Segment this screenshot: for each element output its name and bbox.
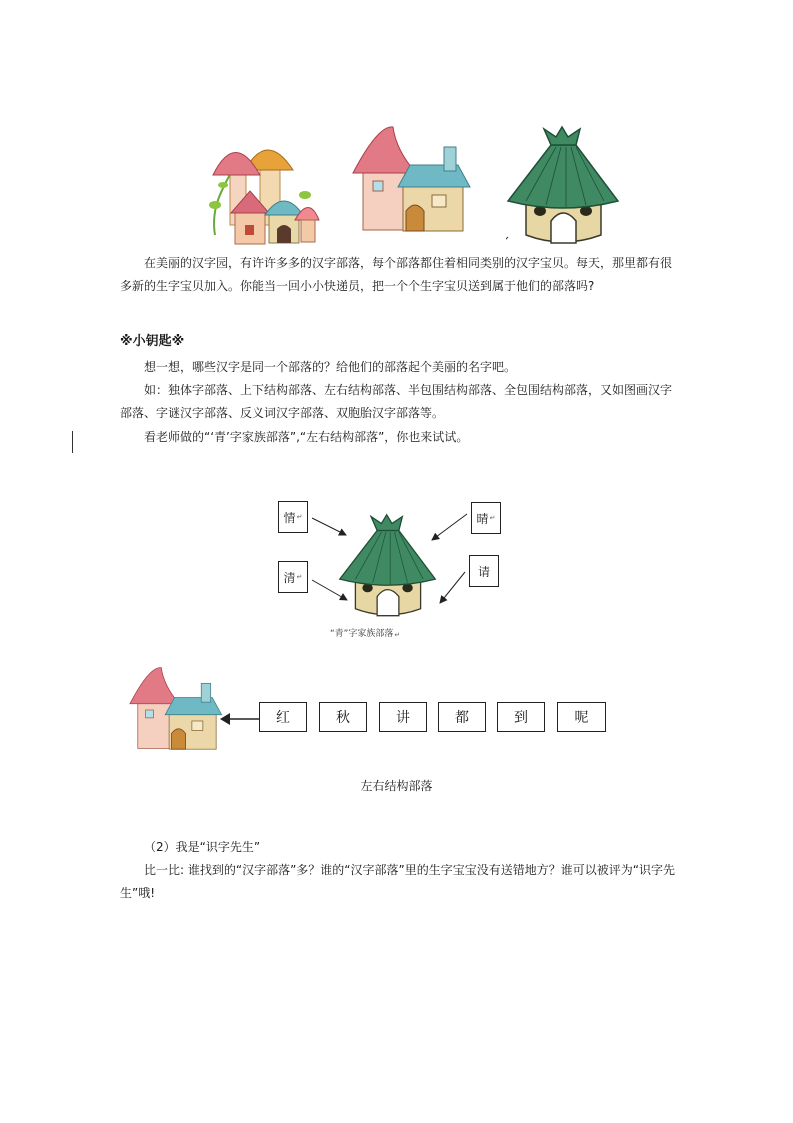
lr-char-box-hong — [259, 702, 307, 732]
qing-family-caption — [330, 626, 400, 639]
lr-char-box-dao — [497, 702, 545, 732]
lr-char-qiu: 秋 — [336, 710, 350, 726]
tip-line-2: 如：独体字部落、上下结构部落、左右结构部落、半包围结构部落、全包围结构部落，又如图画汉字部落、字谜汉字部落、反义词汉字部落、双胞胎汉字部落等。 — [120, 383, 673, 420]
char-qing-clear: 清 — [283, 570, 296, 585]
return-mark-icon: ↵ — [394, 631, 401, 639]
lr-char-box-ne — [557, 702, 606, 732]
lr-structure-house-illustration — [126, 662, 224, 758]
lr-structure-arrow — [220, 712, 264, 726]
char-qing-please: 请 — [477, 564, 490, 579]
qing-family-caption-text: “青”字家族部落 — [330, 629, 394, 639]
lr-char-box-qiu — [319, 702, 367, 732]
char-box-qing-please — [469, 555, 499, 587]
lr-char-box-dou — [438, 702, 486, 732]
section2-title — [120, 838, 260, 855]
lr-char-box-jiang — [379, 702, 427, 732]
return-mark-icon: ↵ — [296, 573, 303, 581]
tip-title: ※小钥匙※ — [120, 334, 185, 349]
lr-char-jiang: 讲 — [396, 710, 410, 726]
lr-char-hong: 红 — [276, 710, 290, 726]
char-box-qing-clear — [278, 561, 308, 593]
section2-text: 比一比: 谁找到的“汉字部落”多？谁的“汉字部落”里的生字宝宝没有送错地方？谁可以被评为“识字先生”哦! — [120, 863, 675, 900]
tip-line-1: 想一想，哪些汉字是同一个部落的？给他们的部落起个美丽的名字吧。 — [144, 360, 517, 374]
lr-char-ne: 呢 — [574, 710, 589, 726]
return-mark-icon: ↵ — [296, 513, 303, 521]
lr-char-dou: 都 — [455, 710, 469, 726]
return-mark-icon: ↵ — [489, 514, 496, 522]
lr-structure-caption: 左右结构部落 — [360, 779, 433, 793]
char-qing-sunny: 晴 — [476, 511, 489, 526]
tip-line-3: 看老师做的“‘青’字家族部落”,“左右结构部落”，你也来试试。 — [144, 430, 469, 444]
char-box-qing-emotion — [278, 501, 308, 533]
intro-paragraph: 在美丽的汉字园，有许许多多的汉字部落，每个部落都住着相同类别的汉字宝贝。每天，那里都有很多新的生字宝贝加入。你能当一回小小快递员，把一个个生字宝贝送到属于他们的部落吗? — [120, 256, 673, 293]
lr-char-dao: 到 — [514, 710, 528, 726]
section2-title-text: （2）我是“识字先生” — [144, 840, 261, 854]
char-box-qing-sunny — [471, 502, 501, 534]
char-qing-emotion: 情 — [283, 510, 296, 525]
